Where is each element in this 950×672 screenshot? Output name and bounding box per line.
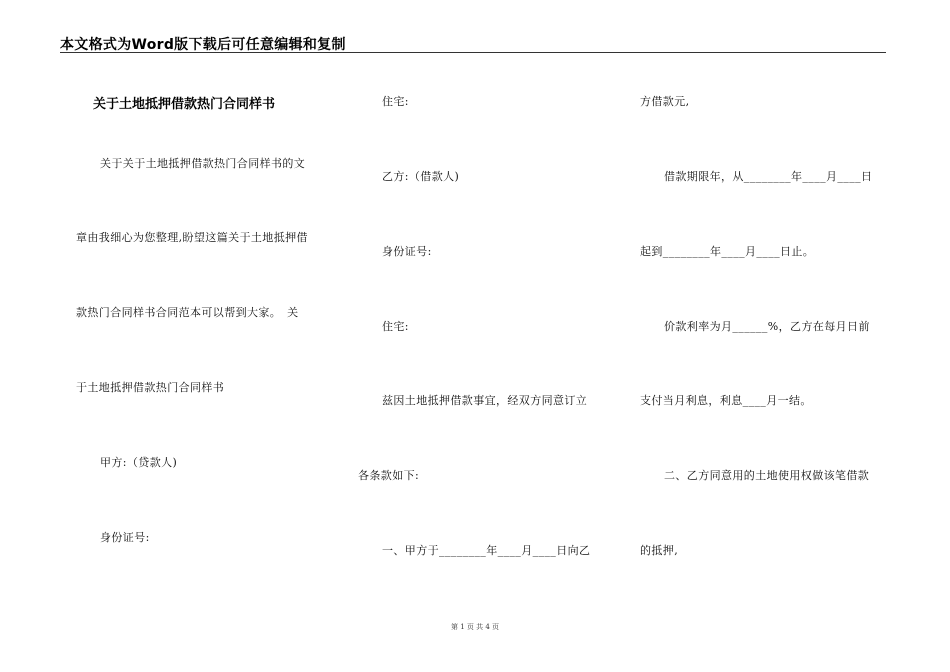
col3-line-4: 价款利率为月______%，乙方在每月日前	[664, 320, 870, 333]
col2-line-6: 各条款如下:	[358, 469, 420, 482]
col1-line-5: 甲方:（贷款人)	[100, 456, 178, 469]
header-title: 本文格式为Word版下载后可任意编辑和复制	[60, 37, 346, 53]
col1-line-3: 款热门合同样书合同范本可以帮到大家。 关	[76, 306, 299, 319]
col1-line-2: 章由我细心为您整理,盼望这篇关于土地抵押借	[76, 231, 308, 244]
col3-line-6: 二、乙方同意用的土地使用权做该笔借款	[664, 469, 870, 482]
col3-line-2: 借款期限年，从________年____月____日	[664, 170, 873, 183]
col1-line-4: 于土地抵押借款热门合同样书	[76, 381, 225, 394]
page-indicator: 第 1 页 共 4 页	[450, 623, 500, 631]
col2-line-2: 乙方:（借款人)	[382, 170, 460, 183]
col2-line-5: 兹因土地抵押借款事宜，经双方同意订立	[382, 394, 588, 407]
col3-line-7: 的抵押,	[640, 544, 679, 557]
col2-line-4: 住宅:	[382, 320, 409, 333]
col2-line-1: 住宅:	[382, 95, 409, 108]
col1-line-1: 关于关于土地抵押借款热门合同样书的文	[100, 157, 306, 170]
col3-line-3: 起到________年____月____日止。	[640, 245, 815, 258]
col3-line-5: 支付当月利息，利息____月一结。	[640, 394, 812, 407]
col1-line-6: 身份证号:	[100, 531, 150, 544]
header-divider	[60, 52, 886, 53]
document-title: 关于土地抵押借款热门合同样书	[93, 97, 276, 112]
col2-line-3: 身份证号:	[382, 245, 432, 258]
col3-line-1: 方借款元,	[640, 95, 690, 108]
col2-line-7: 一、甲方于________年____月____日向乙	[382, 544, 591, 557]
